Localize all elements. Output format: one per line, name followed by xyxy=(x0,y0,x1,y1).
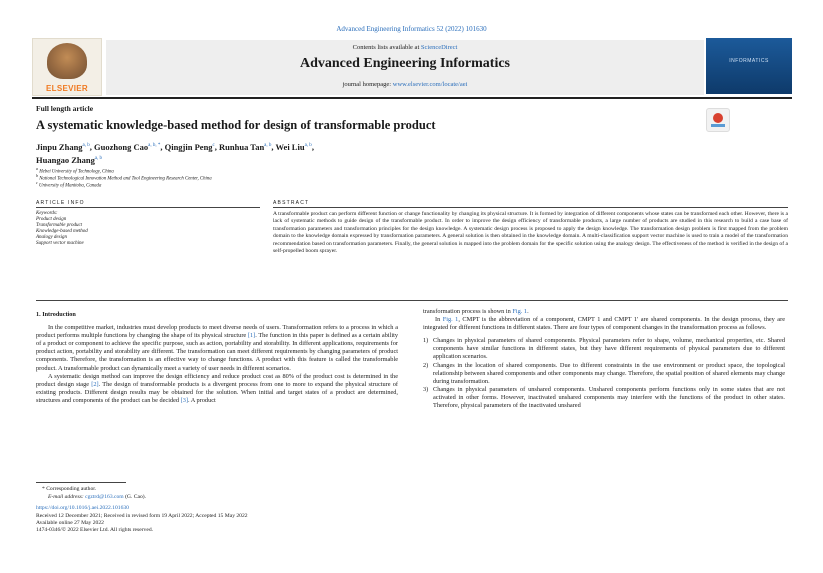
list-number: 2) xyxy=(423,361,429,369)
list-number: 3) xyxy=(423,385,429,393)
author-list: Jinpu Zhang$^{a, b}$, Guozhong Cao$^{a, b, *}$, Qingjin Peng$^c$, Runhua Tan$^{a, b}$, Wei Liu$^{a, b}$, Huangao Zhang$^{a, b}$ xyxy=(36,141,314,165)
citation-link[interactable]: [1] xyxy=(247,332,256,340)
author-name[interactable]: Wei Liu xyxy=(275,141,305,152)
right-paragraph: In Fig. 1, CMPT is the abbreviation of a component, CMPT 1 and CMPT 1' are shared components. In the design process, they are integrated for different functions in different states. There are four types of component changes in the transformation process as follows. xyxy=(423,316,785,332)
citation-link[interactable]: [2] xyxy=(91,380,99,388)
keyword: Support vector machine xyxy=(36,241,84,246)
author-affiliation-mark: a, b xyxy=(304,143,312,148)
author-name[interactable]: Huangao Zhang xyxy=(36,154,95,165)
abstract-text: A transformable product can perform different function or change functionality by changing its physical structure. It is formed by integration of different components whose states can be transformed each other. However, there is a lack of systematic methods to guide design of the transformable product. In order to improve the design efficiency of transformable products, a large number of products are studied in this research to build a case base of transformation parameters and transformation principles for the design knowledge. A systematic design process is proposed to apply the design knowledge. The transformation design problem is first mapped from the problem domain to the knowledge domain expressed by transformation parameters. A general solution is then obtained in the knowledge domain. A multi-classification support vector machine is used to train a model of the transformation recommendation based on transformation parameters. Finally, the general solution is mapped into the problem domain for the specific solution using the analogy design. The effectiveness of the method is verified in the design of a self-propelled boom sprayer. xyxy=(273,211,788,255)
author-name[interactable]: Jinpu Zhang xyxy=(36,141,83,152)
affiliation xyxy=(36,180,101,189)
homepage-link[interactable]: www.elsevier.com/locate/aei xyxy=(392,81,468,88)
article-info-label: ARTICLE INFO xyxy=(36,200,85,206)
email-link[interactable]: cgztrd@163.com xyxy=(85,494,124,500)
elsevier-tree-icon xyxy=(47,43,87,79)
keyword: Analogy design xyxy=(36,235,67,240)
journal-title: Advanced Engineering Informatics xyxy=(300,56,510,71)
article-title: A systematic knowledge-based method for design of transformable product xyxy=(36,118,436,132)
footnote-rule xyxy=(36,482,126,483)
keyword: Transformable product xyxy=(36,223,83,228)
keyword: Knowledge-based method xyxy=(36,229,88,234)
list-item xyxy=(423,362,785,386)
elsevier-logo xyxy=(32,38,102,96)
figure-link[interactable]: Fig. 1 xyxy=(442,316,459,324)
author-name[interactable]: Guozhong Cao xyxy=(94,141,149,152)
sciencedirect-link[interactable]: ScienceDirect xyxy=(420,44,458,51)
contents-prefix: Contents lists available at xyxy=(352,44,420,51)
homepage-prefix: journal homepage: xyxy=(342,81,392,88)
right-column xyxy=(423,308,785,410)
list-text: Changes in physical parameters of unshared components. Unshared components perform functions only in some states that are not activated in other forms. However, inactivated unshared components may interfere with the functions of the product in other states. Therefore, physical parameters of the inactivated unshared xyxy=(433,385,785,410)
affiliation-text: Hebei University of Technology, China xyxy=(39,169,114,175)
cover-text: INFORMATICS xyxy=(729,58,769,64)
author-affiliation-mark: a, b xyxy=(94,155,103,161)
list-number: 1) xyxy=(423,337,429,345)
abstract-bottom-rule xyxy=(36,300,788,301)
author-affiliation-mark: a, b xyxy=(264,143,272,148)
figure-link[interactable]: Fig. 1 xyxy=(512,308,528,315)
author-affiliation-mark: a, b xyxy=(82,143,90,148)
author-affiliation-mark: a, b, * xyxy=(148,143,161,148)
list-item xyxy=(423,386,785,410)
affiliation-text: National Technological Innovation Method and Tool Engineering Research Center, China xyxy=(39,176,212,182)
abstract-label: ABSTRACT xyxy=(273,200,310,206)
publisher-logo-text: ELSEVIER xyxy=(46,84,88,93)
corresponding-author-note: * Corresponding author. xyxy=(42,486,97,492)
author-name[interactable]: Qingjin Peng xyxy=(164,141,213,152)
affiliation-mark: a xyxy=(36,166,38,171)
check-for-updates-icon[interactable] xyxy=(706,108,730,132)
intro-paragraph: In the competitive market, industries must develop products to meet diverse needs of users. Transformation refers to a process in which a product performs multiple functions by changing the shape of its physical structure [1]. The function in this paper is defined as a certain ability of a product or component to achieve the specific purpose, such as action, portability and storability. In different applications, requirements for product action, portability and storability are different. The transformation can meet different requirements by changing parameters of product components. Therefore, the transformation is an effective way to change functions. A product with this feature is called the transformable product. A transformable product can dynamically meet a variety of user needs in different scenarios. xyxy=(36,324,398,372)
journal-cover-image[interactable] xyxy=(706,38,792,94)
received-dates: Received 12 December 2021; Received in revised form 19 April 2022; Accepted 15 May 2022 xyxy=(36,513,248,519)
affiliation-text: University of Manitoba, Canada xyxy=(38,183,102,189)
list-item xyxy=(423,337,785,361)
header-divider xyxy=(32,97,792,99)
citation-link[interactable]: [3] xyxy=(180,396,188,404)
doi-link[interactable]: https://doi.org/10.1016/j.aei.2022.101630 xyxy=(36,505,129,511)
right-paragraph: transformation process is shown in Fig. 1. xyxy=(423,308,529,315)
abstract-rule xyxy=(273,207,788,208)
homepage-line xyxy=(106,81,704,88)
author-name[interactable]: Runhua Tan xyxy=(219,141,265,152)
affiliation-mark: b xyxy=(36,173,38,178)
available-online: Available online 27 May 2022 xyxy=(36,520,104,526)
contents-line xyxy=(106,44,704,51)
email-line: E-mail address: cgztrd@163.com (G. Cao). xyxy=(48,494,147,500)
author-affiliation-mark: c xyxy=(212,143,215,148)
list-text: Changes in the location of shared components. Due to different constraints in the use environment or product space, the topological relationship between shared components and other components may change. Therefore, the spatial position of shared elements may change during transformation. xyxy=(433,361,785,385)
left-column xyxy=(36,311,398,405)
keywords-label: Keywords: xyxy=(36,211,58,216)
section-heading: 1. Introduction xyxy=(36,311,76,318)
article-info-rule xyxy=(36,207,260,208)
journal-reference[interactable]: Advanced Engineering Informatics 52 (2022) 101630 xyxy=(336,25,487,33)
intro-paragraph: A systematic design method can improve the design efficiency and reduce product cost as 80% of the product cost is determined in the product design stage [2]. The design of transformable products is a divergent process from one to more to expand the physical structure of existing products. Different design results may be obtained for the solution. When initial and target states of a product are determined, structures and components of the product can be decided [3]. A product xyxy=(36,372,399,404)
copyright: 1474-0346/© 2022 Elsevier Ltd. All rights reserved. xyxy=(36,527,154,533)
keyword: Product design xyxy=(36,217,67,222)
list-text: Changes in physical parameters of shared components. Physical parameters refer to shape, volume, mechanical properties, etc. Shared components have similar functions in different states, but they have different requirements of physical parameters due to different application scenarios. xyxy=(433,337,785,361)
affiliation-mark: c xyxy=(36,180,38,185)
article-type: Full length article xyxy=(36,104,94,113)
